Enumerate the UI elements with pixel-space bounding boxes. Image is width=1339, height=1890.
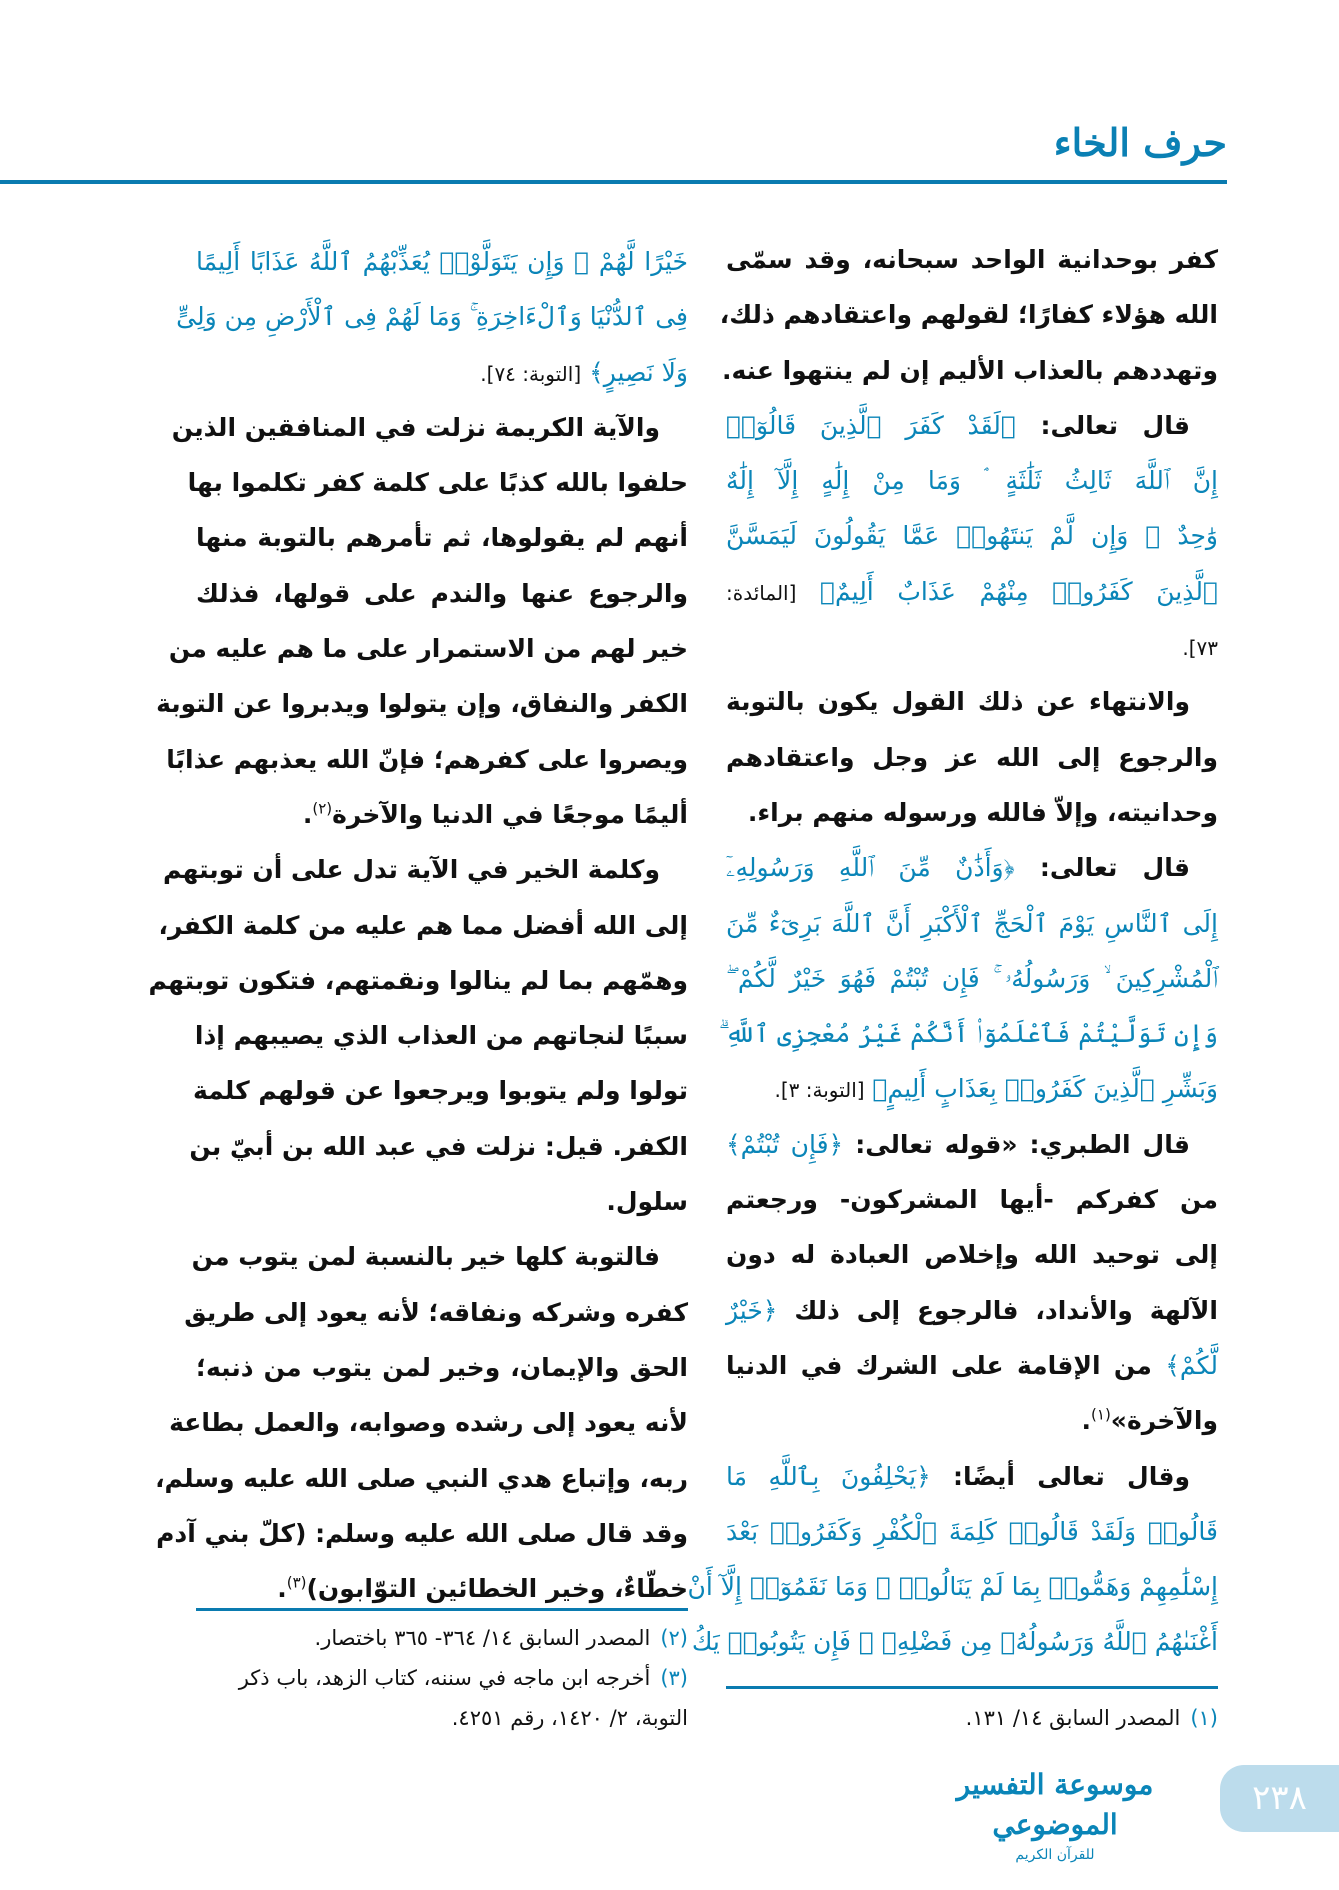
text-line (148, 953, 688, 1008)
quran-verse: وَإِن تَوَلَّيْتُمْ فَٱعْلَمُوٓا۟ أَنَّكُمْ غَيْرُ مُعْجِزِى ٱللَّهِ ۗ (718, 1019, 1218, 1049)
text-line (196, 510, 688, 565)
body-text: وحدانيته، وإلاّ فالله ورسوله منهم براء. (747, 797, 1218, 827)
body-text: وتهددهم بالعذاب الأليم إن لم ينتهوا عنه. (721, 355, 1218, 385)
quran-verse: ﴿يَحْلِفُونَ بِٱللَّهِ مَا (726, 1461, 931, 1491)
quran-verse: ﴿لَقَدْ كَفَرَ ٱلَّذِينَ قَالُوٓا۟ (726, 410, 1016, 440)
body-text: الكفر والنفاق، وإن يتولوا ويدبروا عن التوبة (156, 689, 688, 719)
body-text: وقد قال صلى الله عليه وسلم: (306, 1518, 688, 1548)
text-line (691, 1614, 1218, 1669)
footnote-number: (٣) (660, 1666, 688, 1690)
text-line (726, 508, 1218, 563)
header-divider (0, 180, 1227, 184)
text-line (176, 289, 688, 344)
text-line (193, 1063, 688, 1118)
body-text: . (277, 1574, 287, 1604)
text-line (721, 343, 1218, 398)
text-line (726, 453, 1218, 508)
body-text: سببًا لنجاتهم من العذاب الذي يصيبهم إذا (194, 1021, 688, 1051)
page-number: ٢٣٨ (1220, 1765, 1339, 1832)
footnote-marker[interactable]: (١) (1091, 1405, 1111, 1424)
text-line (156, 1506, 688, 1561)
text-line (726, 674, 1218, 729)
body-text: وكلمة الخير في الآية تدل على أن توبتهم (162, 855, 660, 885)
body-text: . (302, 799, 313, 829)
body-text: قال تعالى: (1015, 410, 1190, 440)
text-line (196, 234, 688, 289)
text-line (191, 1229, 688, 1284)
text-line (166, 732, 688, 787)
body-text: والآخرة» (1110, 1406, 1218, 1436)
text-line (187, 455, 688, 510)
text-line (726, 1393, 1218, 1448)
text-line (169, 1395, 688, 1450)
footnote-number: (٢) (660, 1626, 688, 1650)
text-line (726, 619, 1218, 674)
text-line (726, 1172, 1218, 1227)
text-line (162, 842, 688, 897)
verse-reference: [التوبة: ٧٤]. (480, 361, 582, 386)
body-text: الآلهة والأنداد، فالرجوع إلى ذلك (777, 1295, 1218, 1325)
text-line (726, 232, 1218, 287)
right-column (687, 232, 1218, 1670)
footnotes-right (726, 1698, 1218, 1738)
text-line (726, 1227, 1218, 1282)
quran-verse: فِى ٱلدُّنْيَا وَٱلْءَاخِرَةِ ۚ وَمَا لَهُمْ فِى ٱلْأَرْضِ مِن وَلِىٍّ (176, 302, 688, 332)
quran-verse: إِلَى ٱلنَّاسِ يَوْمَ ٱلْحَجِّ ٱلْأَكْبَرِ أَنَّ ٱللَّهَ بَرِىٓءٌ مِّنَ (726, 908, 1218, 938)
verse-reference: ٧٣]. (1182, 636, 1218, 661)
footnote-text: أخرجه ابن ماجه في سننه، كتاب الزهد، باب ذكر التوبة، ٢/ ١٤٢٠، رقم ٤٢٥١. (238, 1666, 688, 1730)
body-text: تولوا ولم يتوبوا ويرجعوا عن قولهم كلمة (193, 1076, 688, 1106)
body-text: الحق والإيمان، وخير لمن يتوب من ذنبه؛ (196, 1352, 688, 1382)
verse-reference: [التوبة: ٣]. (774, 1078, 865, 1103)
logo-subtitle: للقرآن الكريم (1015, 1847, 1095, 1863)
footnote-marker[interactable]: (٢) (312, 799, 333, 818)
text-line (168, 621, 688, 676)
body-text: الله هؤلاء كفارًا؛ لقولهم واعتقادهم ذلك، (719, 300, 1218, 330)
logo-title: موسوعة التفسير الموضوعي (956, 1768, 1154, 1841)
footnote-text: المصدر السابق ١٤/ ٣٦٤- ٣٦٥ باختصار. (314, 1626, 651, 1650)
hadith-quote: خطّاءٌ، وخير الخطائين التوّابون) (306, 1574, 688, 1604)
text-line (726, 730, 1218, 785)
text-line (726, 840, 1218, 895)
text-line (726, 398, 1218, 453)
quran-verse: إِسْلَٰمِهِمْ وَهَمُّوا۟ بِمَا لَمْ يَنَالُوا۟ ۚ وَمَا نَقَمُوٓا۟ إِلَّآ أَنْ (687, 1572, 1218, 1602)
body-text: ويصروا على كفرهم؛ فإنّ الله يعذبهم عذابًا (166, 744, 688, 774)
body-text: الكفر. قيل: نزلت في عبد الله بن أبيّ بن (189, 1131, 688, 1161)
body-text: . (1081, 1406, 1092, 1436)
quran-verse: ﴿فَإِن تُبْتُمْ﴾ (726, 1129, 844, 1159)
text-line (171, 400, 688, 455)
quran-verse: ﴿وَأَذَٰنٌ مِّنَ ٱللَّهِ وَرَسُولِهِۦٓ (726, 853, 1015, 883)
quran-verse: إِنَّ ٱللَّهَ ثَالِثُ ثَلَٰثَةٍ ۘ وَمَا مِنْ إِلَٰهٍ إِلَّآ إِلَٰهٌ (726, 466, 1218, 496)
footnotes-left (196, 1618, 688, 1738)
text-line (726, 896, 1218, 951)
text-line (726, 1117, 1218, 1172)
body-text: لأنه يعود إلى رشده وصوابه، والعمل بطاعة (169, 1408, 688, 1438)
text-line (184, 1285, 688, 1340)
body-text: قال الطبري: «قوله تعالى: (843, 1129, 1191, 1159)
text-line (726, 951, 1218, 1006)
text-line (726, 1061, 1218, 1116)
text-line (196, 566, 688, 621)
body-text: خير لهم من الاستمرار على ما هم عليه من (168, 634, 688, 664)
body-text: فالتوبة كلها خير بالنسبة لمن يتوب من (191, 1242, 660, 1272)
quran-verse: ﴿خَيْرٌ (726, 1295, 778, 1325)
body-text: كفره وشركه ونفاقه؛ لأنه يعود إلى طريق (184, 1297, 688, 1327)
quran-verse: ٱلْمُشْرِكِينَ ۙ وَرَسُولُهُۥ ۚ فَإِن تُبْتُمْ فَهُوَ خَيْرٌ لَّكُمْ ۖ (726, 963, 1218, 993)
text-line (189, 1119, 688, 1174)
body-text: حلفوا بالله كذبًا على كلمة كفر تكلموا بها (187, 468, 688, 498)
body-text: من الإقامة على الشرك في الدنيا (726, 1350, 1166, 1380)
body-text: وهمّهم بما لم ينالوا ونقمتهم، فتكون توبتهم (148, 965, 688, 995)
quran-verse: خَيْرًا لَّهُمْ ۖ وَإِن يَتَوَلَّوْا۟ يُعَذِّبْهُمُ ٱللَّهُ عَذَابًا أَلِيمًا (196, 247, 688, 276)
text-line (726, 1504, 1218, 1559)
encyclopedia-logo (930, 1765, 1180, 1865)
text-line (155, 1451, 688, 1506)
quran-verse: لَّكُمْ﴾ (1165, 1350, 1218, 1380)
text-line (196, 1340, 688, 1395)
text-line (726, 785, 1218, 840)
quran-verse: وَبَشِّرِ ٱلَّذِينَ كَفَرُوا۟ بِعَذَابٍ أَلِيمٍ﴾ (864, 1074, 1218, 1104)
footnote (196, 1618, 688, 1658)
body-text: إلى توحيد الله وإخلاص العبادة له دون (726, 1240, 1218, 1270)
body-text: سلول. (606, 1187, 688, 1217)
text-line (196, 345, 688, 400)
body-text: والانتهاء عن ذلك القول يكون بالتوبة (726, 687, 1190, 717)
quran-verse: وَلَا نَصِيرٍ﴾ (581, 357, 688, 387)
footnote-number: (١) (1190, 1706, 1218, 1730)
quran-verse: أَغْنَىٰهُمُ ٱللَّهُ وَرَسُولُهُۥ مِن فَضْلِهِۦ ۚ فَإِن يَتُوبُوا۟ يَكُ (691, 1627, 1218, 1657)
body-text: كفر بوحدانية الواحد سبحانه، وقد سمّى (726, 245, 1218, 274)
text-line (726, 564, 1218, 619)
body-text: قال تعالى: (1014, 853, 1190, 883)
text-line (196, 1174, 688, 1229)
text-line (196, 1008, 688, 1063)
chapter-title: حرف الخاء (1053, 120, 1227, 165)
body-text: وقال تعالى أيضًا: (930, 1461, 1191, 1491)
text-line (726, 1283, 1218, 1338)
verse-reference: [المائدة: (726, 580, 797, 605)
quran-verse: وَٰحِدٌ ۚ وَإِن لَّمْ يَنتَهُوا۟ عَمَّا يَقُولُونَ لَيَمَسَّنَّ (726, 521, 1218, 551)
footnote-text: المصدر السابق ١٤/ ١٣١. (965, 1706, 1181, 1730)
text-line (196, 787, 688, 842)
text-line (687, 1559, 1218, 1614)
footnote-divider-right (726, 1686, 1218, 1689)
footnote (726, 1698, 1218, 1738)
body-text: أليمًا موجعًا في الدنيا والآخرة (332, 799, 688, 829)
body-text: من كفركم -أيها المشركون- ورجعتم (726, 1185, 1218, 1215)
text-line (158, 898, 688, 953)
body-text: والرجوع عنها والندم على قولها، فذلك (196, 578, 688, 608)
body-text: ربه، وإتباع هدي النبي صلى الله عليه وسلم، (155, 1463, 688, 1493)
quran-verse: ٱلَّذِينَ كَفَرُوا۟ مِنْهُمْ عَذَابٌ أَلِيمٌ﴾ (796, 576, 1218, 606)
text-line (726, 1338, 1218, 1393)
text-line (156, 676, 688, 731)
body-text: إلى الله أفضل مما هم عليه من كلمة الكفر، (158, 910, 688, 940)
body-text: والآية الكريمة نزلت في المنافقين الذين (171, 412, 660, 442)
body-text: أنهم لم يقولوها، ثم تأمرهم بالتوبة منها (196, 523, 688, 553)
footnote-marker[interactable]: (٣) (286, 1573, 307, 1592)
hadith-quote: (كلّ بني آدم (156, 1518, 307, 1548)
left-column (148, 234, 688, 1616)
footnote (196, 1658, 688, 1738)
text-line (719, 287, 1218, 342)
text-line (726, 1449, 1218, 1504)
footnote-divider-left (196, 1608, 688, 1611)
body-text: والرجوع إلى الله عز وجل واعتقادهم (726, 742, 1218, 772)
quran-verse: قَالُوا۟ وَلَقَدْ قَالُوا۟ كَلِمَةَ ٱلْكُفْرِ وَكَفَرُوا۟ بَعْدَ (726, 1516, 1218, 1546)
text-line (718, 1006, 1218, 1061)
